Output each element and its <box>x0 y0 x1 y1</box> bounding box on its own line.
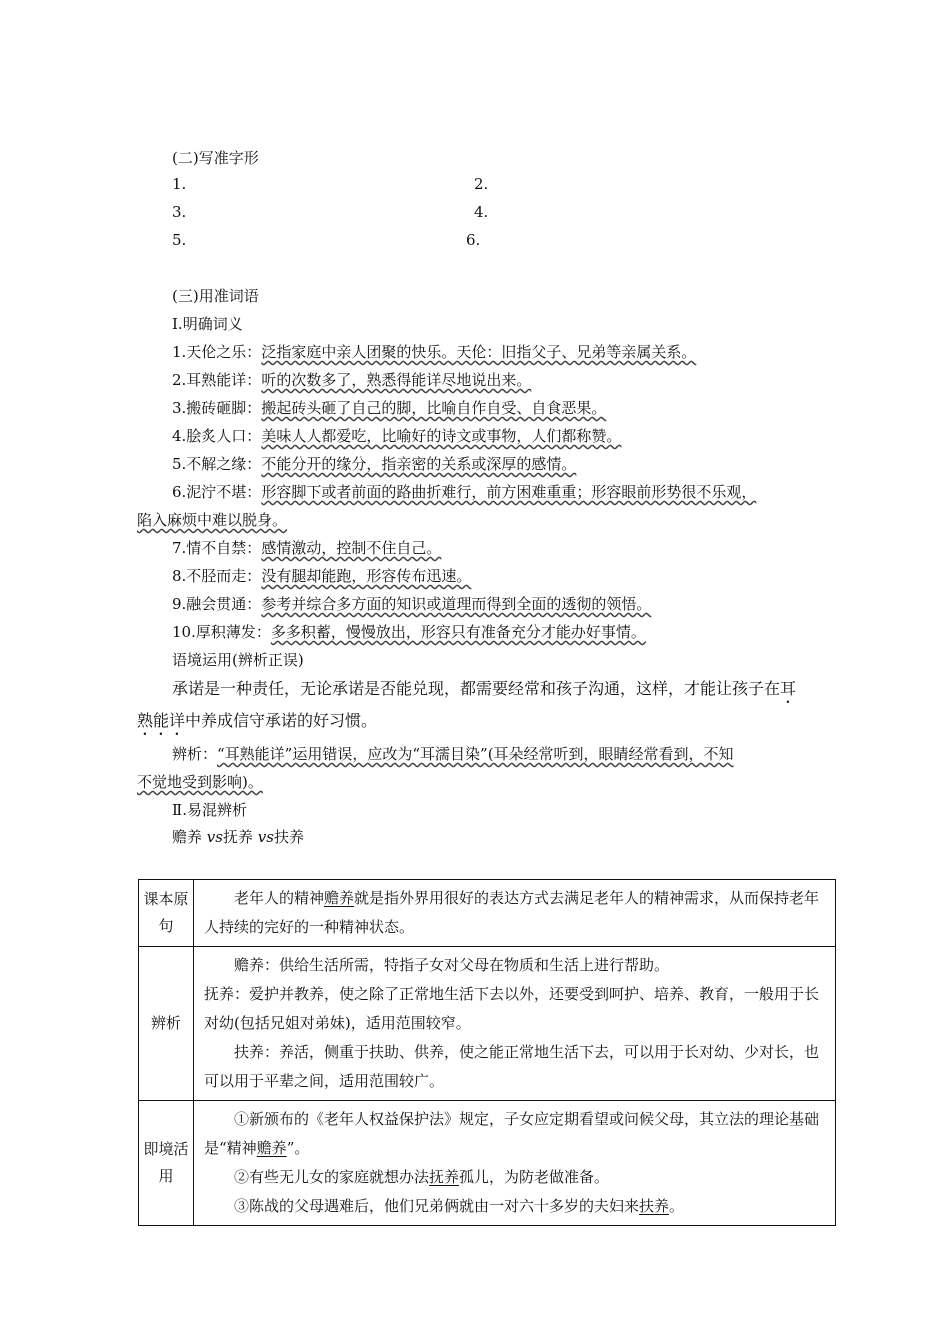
part2-heading: Ⅱ.易混辨析 <box>172 801 247 819</box>
blank-item-6: 6. <box>466 231 481 249</box>
row-content <box>194 880 836 947</box>
vocab-term: 4.脍炙人口： <box>172 427 262 445</box>
vocab-definition: 感情激动，控制不住自己。 <box>261 539 442 557</box>
emphasized-word: 耳 <box>780 679 797 698</box>
vocab-term: 7.情不自禁： <box>172 539 262 557</box>
vocab-definition: 参考并综合多方面的知识或道理而得到全面的透彻的领悟。 <box>261 595 652 613</box>
vocab-term: 6.泥泞不堪： <box>172 483 262 501</box>
text-part: ①新颁布的《老年人权益保护法》规定，子女应定期看望或问候父母，其立法的理论基础是“精神 <box>204 1110 820 1157</box>
versus-label: vs <box>257 828 274 846</box>
context-sentence <box>172 676 796 707</box>
row-content <box>194 947 836 1101</box>
vocab-definition: 泛指家庭中亲人团聚的快乐。天伦：旧指父子、兄弟等亲属关系。 <box>261 343 697 361</box>
vocab-term: 10.厚积薄发： <box>172 623 271 641</box>
context-analysis-line2 <box>137 771 263 792</box>
vocab-entry <box>172 565 471 586</box>
analysis-paragraph: 赡养：供给生活所需，特指子女对父母在物质和生活上进行帮助。 <box>234 956 670 974</box>
section-heading-write-characters: (二)写准字形 <box>172 149 259 167</box>
text-part: 孤儿，为防老做准备。 <box>459 1168 610 1186</box>
text-part: 老年人的精神 <box>234 889 325 907</box>
context-sentence-part: 中养成信守承诺的好习惯。 <box>185 711 378 730</box>
analysis-text-line2: 不觉地受到影响)。 <box>137 773 263 791</box>
row-head: 即境活用 <box>139 1101 194 1226</box>
vocab-definition: 形容脚下或者前面的路曲折难行，前方困难重重；形容眼前形势很不乐观， <box>261 483 757 501</box>
section-heading-use-words: (三)用准词语 <box>172 287 259 305</box>
underlined-word: 赡养 <box>324 889 355 907</box>
row-content <box>194 1101 836 1226</box>
vocab-entry <box>172 397 606 418</box>
compare-word: 赡养 <box>172 828 203 846</box>
vocab-entry <box>172 481 756 502</box>
text-part: ③陈战的父母遇难后，他们兄弟俩就由一对六十多岁的夫妇来 <box>234 1197 640 1215</box>
exercise-item <box>204 1163 825 1192</box>
blank-item-1: 1. <box>172 175 187 193</box>
vocab-term: 2.耳熟能详： <box>172 371 262 389</box>
vocab-entry <box>172 453 576 474</box>
analysis-label: 辨析： <box>172 745 218 763</box>
blank-item-3: 3. <box>172 203 187 221</box>
vocab-term: 5.不解之缘： <box>172 455 262 473</box>
context-sentence-part: 承诺是一种责任，无论承诺是否能兑现，都需要经常和孩子沟通，这样，才能让孩子在 <box>172 679 781 698</box>
blank-item-5: 5. <box>172 231 187 249</box>
vocab-definition: 搬起砖头砸了自己的脚，比喻自作自受、自食恶果。 <box>261 399 607 417</box>
underlined-word: 扶养 <box>639 1197 670 1215</box>
analysis-paragraph: 抚养：爱护并教养，使之除了正常地生活下去以外，还要受到呵护、培养、教育，一般用于长对幼(包括兄姐对弟妹)，适用范围较窄。 <box>204 985 820 1032</box>
versus-label: vs <box>206 828 223 846</box>
part1-heading: Ⅰ.明确词义 <box>172 315 243 333</box>
row-head: 辨析 <box>139 947 194 1101</box>
context-heading: 语境运用(辨析正误) <box>172 651 304 669</box>
underlined-word: 赡养 <box>256 1139 287 1157</box>
table-row <box>139 1101 836 1226</box>
vocab-definition: 没有腿却能跑，形容传布迅速。 <box>261 567 472 585</box>
exercise-item <box>204 1192 825 1221</box>
text-part: 就是指外界用很好的表达方式去满足老年人的精神需求，从而保持老年人持续的完好的一种精神状态。 <box>204 889 820 936</box>
compare-word: 抚养 <box>222 828 253 846</box>
vocab-entry <box>172 537 441 558</box>
text-part: ”。 <box>286 1139 310 1157</box>
vocab-entry <box>172 341 696 362</box>
vocab-definition-continued <box>137 509 287 530</box>
word-comparison <box>172 826 304 847</box>
row-head: 课本原句 <box>139 880 194 947</box>
vocab-definition: 美味人人都爱吃，比喻好的诗文或事物，人们都称赞。 <box>261 427 622 445</box>
analysis-paragraph: 扶养：养活，侧重于扶助、供养，使之能正常地生活下去，可以用于长对幼、少对长，也可以用于平辈之间，适用范围较广。 <box>204 1043 820 1090</box>
compare-word: 扶养 <box>273 828 304 846</box>
underlined-word: 抚养 <box>429 1168 460 1186</box>
vocab-definition: 多多积蓄，慢慢放出，形容只有准备充分才能办好事情。 <box>270 623 646 641</box>
emphasized-word: 熟能详 <box>137 711 186 730</box>
vocab-entry <box>172 369 531 390</box>
vocab-term: 3.搬砖砸脚： <box>172 399 262 417</box>
vocab-entry <box>172 593 651 614</box>
exercise-item <box>204 1105 825 1163</box>
table-row <box>139 947 836 1101</box>
vocab-term: 1.天伦之乐： <box>172 343 262 361</box>
vocab-entry <box>172 621 646 642</box>
vocab-definition: 不能分开的缘分，指亲密的关系或深厚的感情。 <box>261 455 577 473</box>
blank-item-2: 2. <box>474 175 489 193</box>
vocab-term: 9.融会贯通： <box>172 595 262 613</box>
table-row <box>139 880 836 947</box>
vocab-definition: 听的次数多了，熟悉得能详尽地说出来。 <box>261 371 532 389</box>
text-part: ②有些无儿女的家庭就想办法 <box>234 1168 430 1186</box>
analysis-text: “耳熟能详”运用错误，应改为“耳濡目染”(耳朵经常听到，眼睛经常看到，不知 <box>217 745 734 763</box>
blank-item-4: 4. <box>474 203 489 221</box>
text-part: 。 <box>669 1197 685 1215</box>
comparison-table <box>138 879 836 1226</box>
context-analysis <box>172 743 734 764</box>
vocab-entry <box>172 425 621 446</box>
context-sentence-line2 <box>137 708 377 739</box>
vocab-term: 8.不胫而走： <box>172 567 262 585</box>
vocab-definition-line2: 陷入麻烦中难以脱身。 <box>137 511 288 529</box>
